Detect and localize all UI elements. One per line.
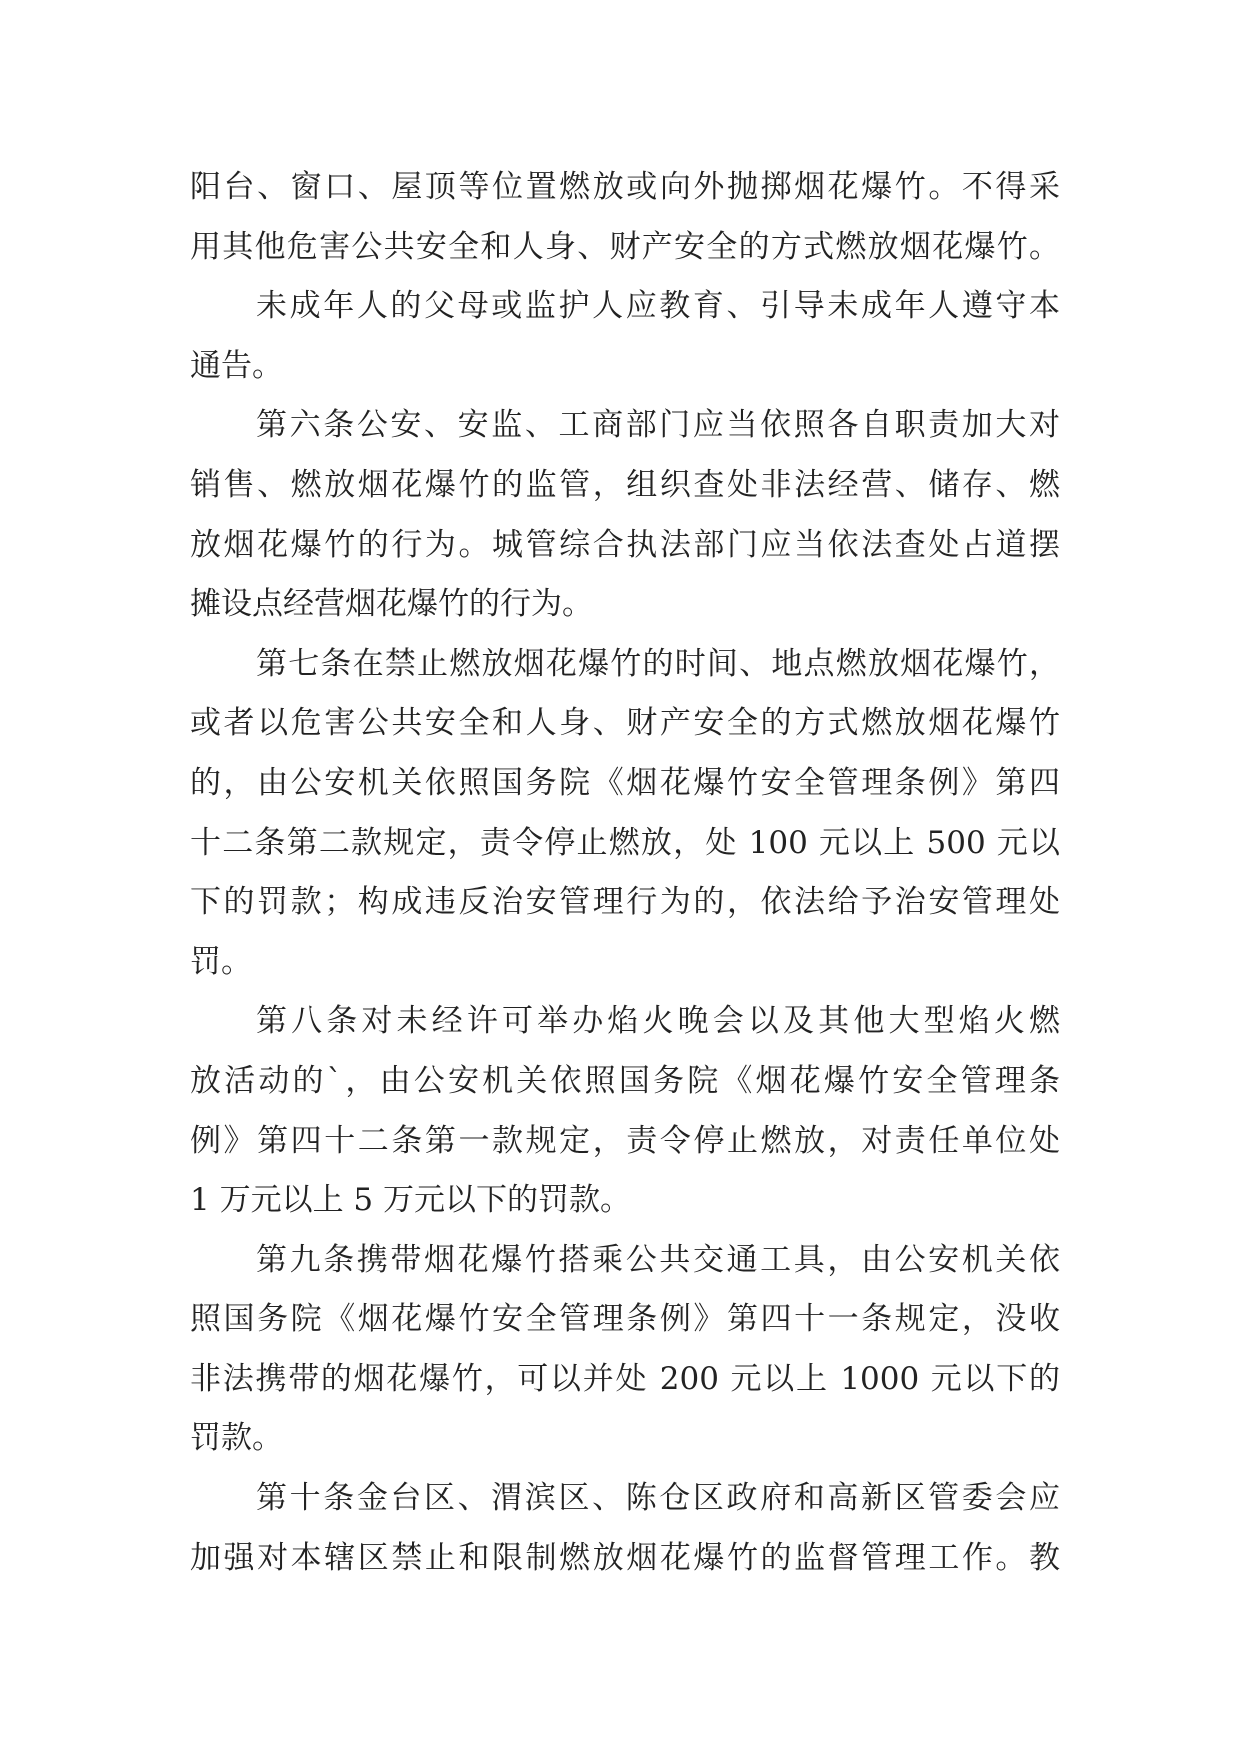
text-line: 摊设点经营烟花爆竹的行为。 (190, 586, 593, 623)
text-line: 第九条携带烟花爆竹搭乘公共交通工具，由公安机关依 (256, 1241, 1060, 1278)
text-line: 未成年人的父母或监护人应教育、引导未成年人遵守本 (256, 288, 1060, 325)
text-line: 第八条对未经许可举办焰火晚会以及其他大型焰火燃 (256, 1003, 1060, 1040)
text-line: 阳台、窗口、屋顶等位置燃放或向外抛掷烟花爆竹。不得采 (190, 169, 1060, 205)
text-line: 第六条公安、安监、工商部门应当依照各自职责加大对 (256, 407, 1060, 444)
text-line: 1 万元以上 5 万元以下的罚款。 (190, 1182, 632, 1219)
text-line: 罚款。 (190, 1420, 283, 1457)
text-line: 放活动的`，由公安机关依照国务院《烟花爆竹安全管理条 (190, 1062, 1060, 1099)
text-line: 或者以危害公共安全和人身、财产安全的方式燃放烟花爆竹 (190, 705, 1060, 742)
text-line: 十二条第二款规定，责令停止燃放，处 100 元以上 500 元以 (190, 824, 1060, 861)
text-line: 的，由公安机关依照国务院《烟花爆竹安全管理条例》第四 (190, 764, 1060, 801)
text-line: 下的罚款；构成违反治安管理行为的，依法给予治安管理处 (190, 884, 1060, 921)
document-body (190, 158, 1060, 1588)
text-line: 放烟花爆竹的行为。城管综合执法部门应当依法查处占道摆 (190, 526, 1060, 563)
text-line: 第十条金台区、渭滨区、陈仓区政府和高新区管委会应 (256, 1480, 1060, 1517)
text-line: 非法携带的烟花爆竹，可以并处 200 元以上 1000 元以下的 (190, 1360, 1060, 1397)
text-line: 第七条在禁止燃放烟花爆竹的时间、地点燃放烟花爆竹， (256, 645, 1060, 682)
text-line: 例》第四十二条第一款规定，责令停止燃放，对责任单位处 (190, 1122, 1060, 1159)
text-line: 用其他危害公共安全和人身、财产安全的方式燃放烟花爆竹。 (190, 228, 1060, 265)
text-line: 照国务院《烟花爆竹安全管理条例》第四十一条规定，没收 (190, 1301, 1060, 1338)
text-line: 通告。 (190, 347, 283, 384)
text-line: 销售、燃放烟花爆竹的监管，组织查处非法经营、储存、燃 (190, 466, 1060, 503)
text-line: 罚。 (190, 943, 252, 980)
text-line: 加强对本辖区禁止和限制燃放烟花爆竹的监督管理工作。教 (190, 1539, 1060, 1576)
